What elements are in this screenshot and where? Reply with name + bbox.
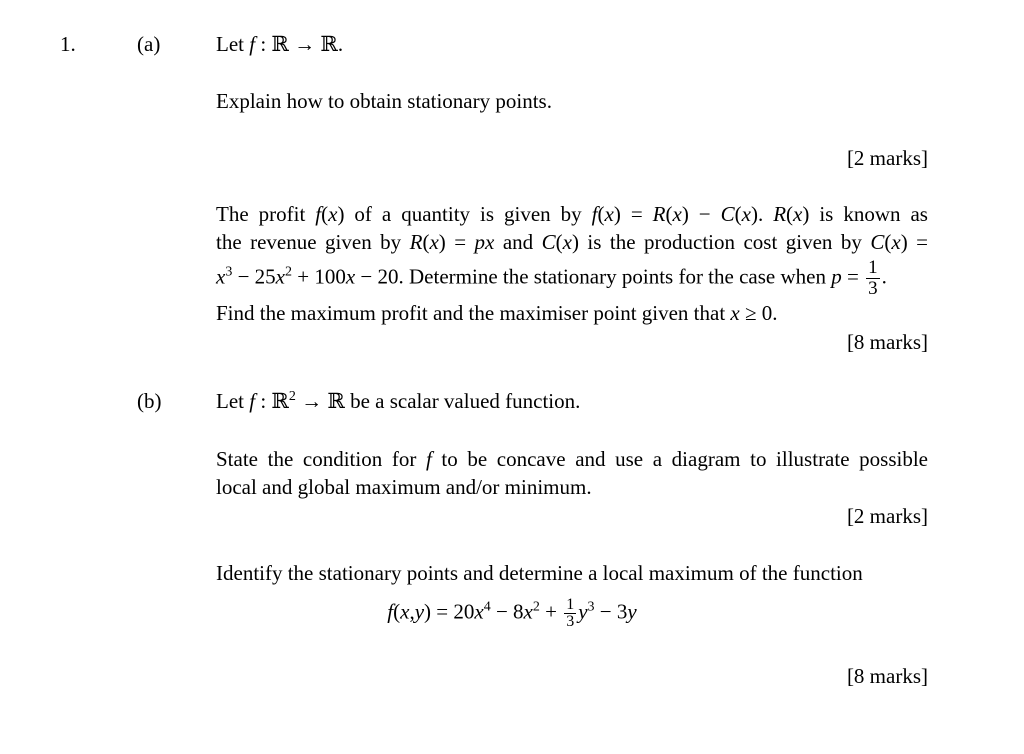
part-b-marks1: [2 marks] <box>846 504 928 528</box>
part-a-label: (a) <box>137 32 161 56</box>
part-b-task2: Identify the stationary points and determine a local maximum of the function <box>216 561 863 585</box>
part-a-text2 <box>216 200 928 327</box>
part-a-text2-line3: $x^3 - 25x^2 + 100x - 20$. Determine the stationary points for the case when p = $\frac{1}{3}$ . <box>216 257 887 299</box>
part-a-text2-line2: the revenue given by R(x) = px and C(x) is the production cost given by C(x) = <box>216 230 928 254</box>
fraction-one-third: $\frac{1}{3}$ <box>868 257 878 299</box>
part-b-intro: Let f : ℝ$^2$ → ℝ be a scalar valued function. <box>216 389 581 413</box>
part-b-task1-line2: local and global maximum and/or minimum. <box>216 475 592 499</box>
part-a-marks1: [2 marks] <box>846 146 928 170</box>
part-a-task1: Explain how to obtain stationary points. <box>216 89 552 113</box>
part-a-text2-line1: The profit f(x) of a quantity is given by f(x) = R(x) − C(x). R(x) is known as <box>216 202 928 226</box>
part-a-text2-line4: Find the maximum profit and the maximiser point given that x ≥ 0. <box>216 301 778 325</box>
function-formula: $f(x,y) = 20x^4 - 8x^2$ + $\frac{1}{3}$ $y^3 - 3y$ <box>387 596 637 630</box>
part-b-task1-line1: State the condition for f to be concave and use a diagram to illustrate possible <box>216 447 928 471</box>
part-b-label: (b) <box>137 389 162 413</box>
fraction-one-third-b: $\frac{1}{3}$ <box>566 596 575 630</box>
part-a-intro: Let f : ℝ → ℝ. <box>216 32 344 56</box>
part-b-marks2: [8 marks] <box>846 664 928 688</box>
question-number: 1. <box>60 32 76 56</box>
part-b-task1 <box>216 445 928 501</box>
part-a-marks2: [8 marks] <box>846 330 928 354</box>
